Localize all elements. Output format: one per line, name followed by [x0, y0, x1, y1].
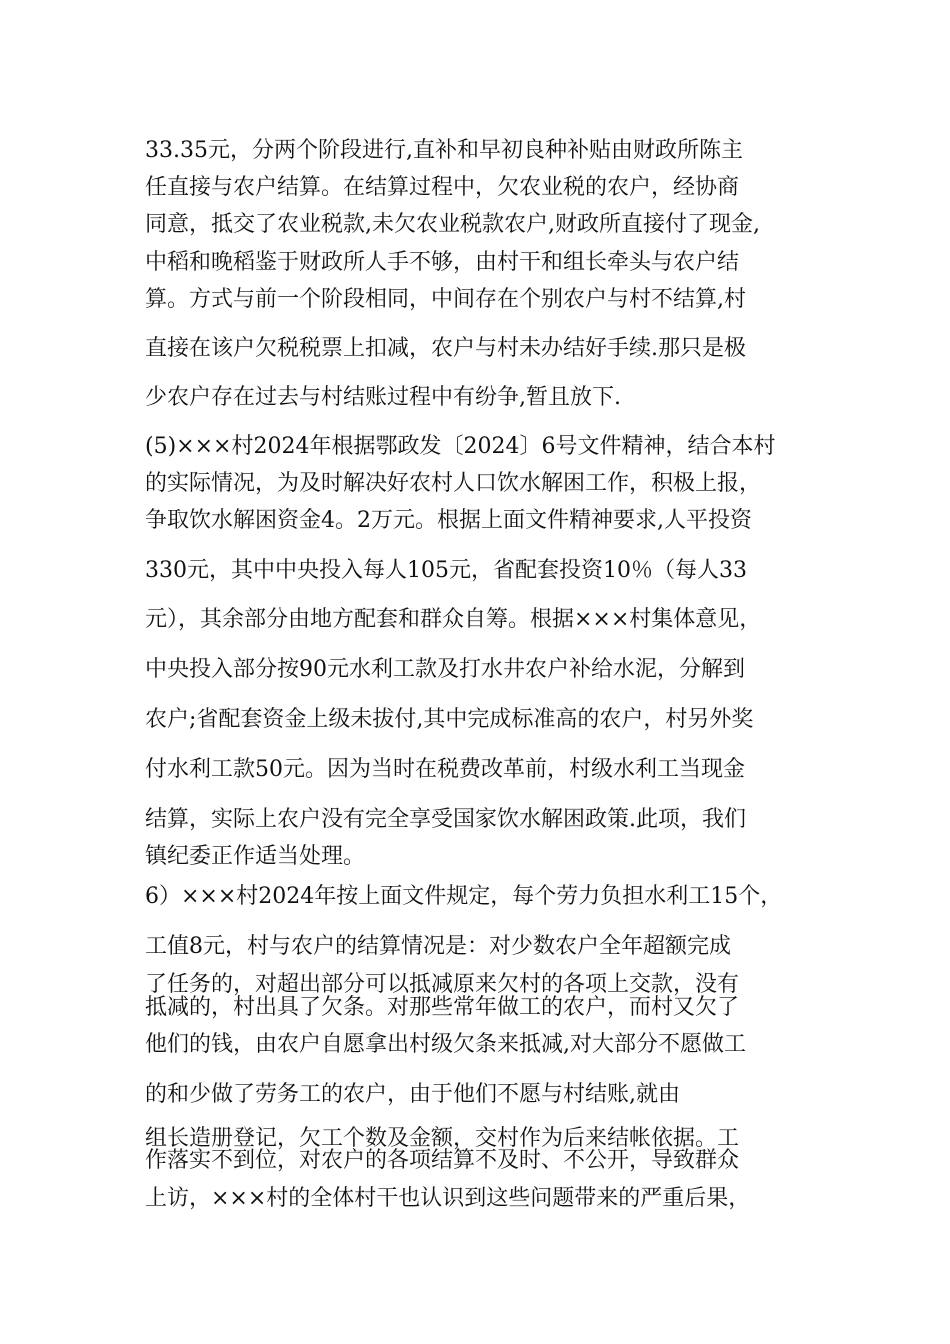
text-line: 付水利工款50元。因为当时在税费改革前，村级水利工当现金 [145, 757, 745, 782]
text-line: 元），其余部分由地方配套和群众自筹。根据×××村集体意见， [145, 607, 762, 632]
text-line: 6）×××村2024年按上面文件规定，每个劳力负担水利工15个， [145, 884, 783, 909]
text-line: 作落实不到位，对农户的各项结算不及时、不公开，导致群众 [145, 1148, 740, 1173]
text-line: (5)×××村2024年根据鄂政发〔2024〕6号文件精神，结合本村 [145, 434, 776, 459]
text-line: 镇纪委正作适当处理。 [145, 844, 366, 869]
text-line: 工值8元，村与农户的结算情况是：对少数农户全年超额完成 [145, 934, 731, 959]
text-line: 组长造册登记，欠工个数及金额，交村作为后来结帐依据。工 [145, 1126, 740, 1151]
text-line: 农户;省配套资金上级未拔付,其中完成标准高的农户，村另外奖 [145, 707, 754, 732]
text-line: 中央投入部分按90元水利工款及打水井农户补给水泥，分解到 [145, 657, 745, 682]
text-line: 直接在该户欠税税票上扣减，农户与村未办结好手续.那只是极 [145, 336, 746, 361]
text-line: 争取饮水解困资金4。2万元。根据上面文件精神要求,人平投资 [145, 508, 752, 533]
text-line: 中稻和晚稻鉴于财政所人手不够，由村干和组长牵头与农户结 [145, 250, 740, 275]
text-line: 他们的钱，由农户自愿拿出村级欠条来抵减,对大部分不愿做工 [145, 1032, 746, 1057]
text-line: 结算，实际上农户没有完全享受国家饮水解困政策.此项，我们 [145, 807, 746, 832]
text-line: 33.35元，分两个阶段进行,直补和早初良种补贴由财政所陈主 [145, 138, 743, 163]
text-line: 330元，其中中央投入每人105元，省配套投资10％（每人33 [145, 558, 747, 583]
text-line: 的和少做了劳务工的农户，由于他们不愿与村结账,就由 [145, 1082, 680, 1107]
text-line: 少农户存在过去与村结账过程中有纷争,暂且放下. [145, 385, 621, 410]
text-line: 任直接与农户结算。在结算过程中，欠农业税的农户，经协商 [145, 175, 740, 200]
text-line: 抵减的，村出具了欠条。对那些常年做工的农户，而村又欠了 [145, 995, 740, 1020]
text-line: 算。方式与前一个阶段相同，中间存在个别农户与村不结算,村 [145, 287, 746, 312]
text-line: 同意，抵交了农业税款,未欠农业税款农户,财政所直接付了现金, [145, 212, 760, 237]
text-line: 的实际情况，为及时解决好农村人口饮水解困工作，积极上报， [145, 471, 762, 496]
text-line: 上访，×××村的全体村干也认识到这些问题带来的严重后果， [145, 1186, 751, 1211]
text-line: 了任务的，对超出部分可以抵减原来欠村的各项上交款，没有 [145, 972, 740, 997]
